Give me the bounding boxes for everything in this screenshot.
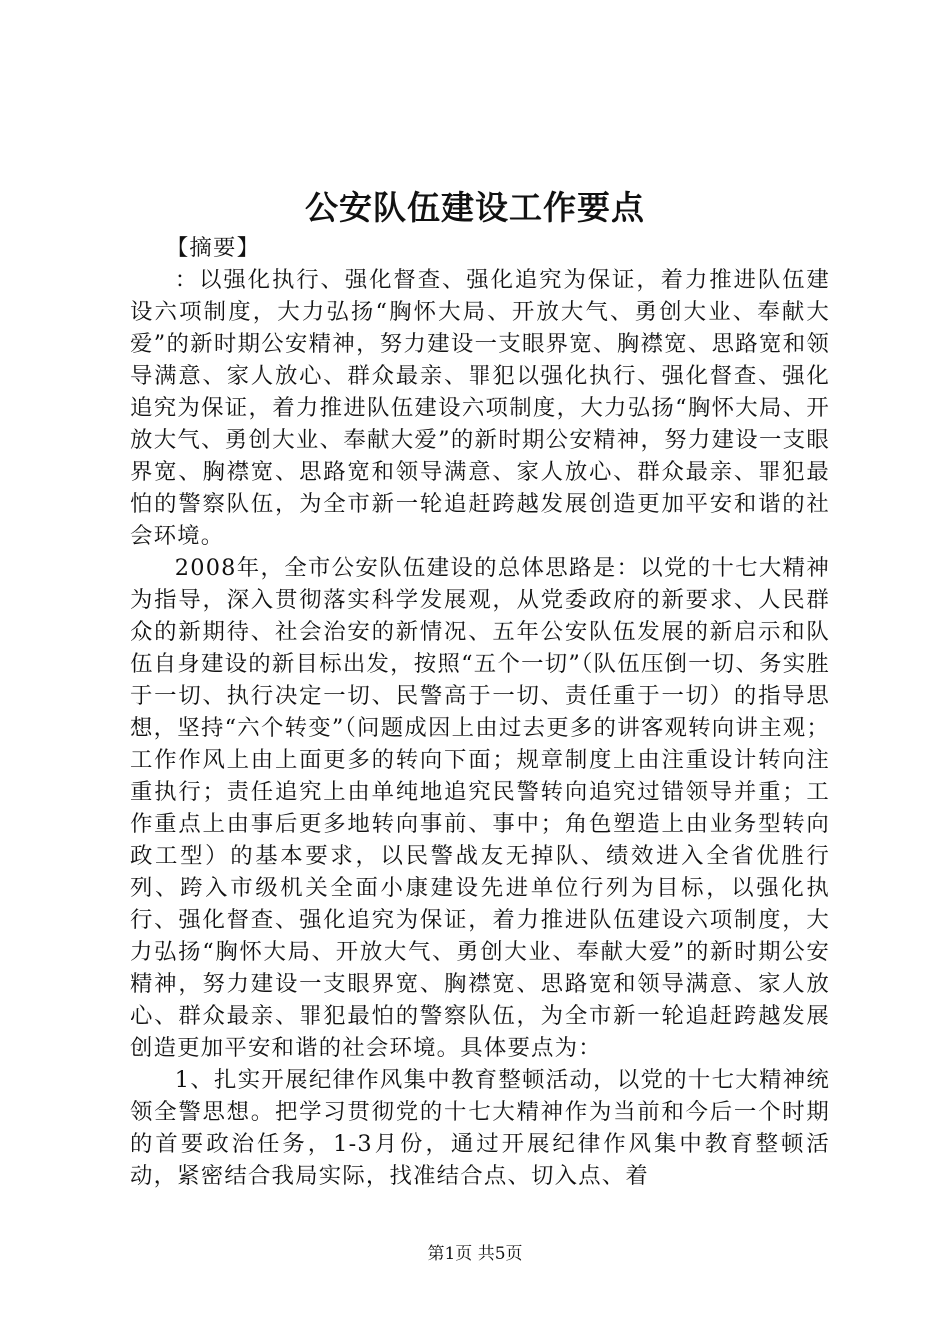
- document-body: [130, 232, 830, 1192]
- paragraph-overall-approach: 2008年，全市公安队伍建设的总体思路是：以党的十七大精神为指导，深入贯彻落实科学发展观，从党委政府的新要求、人民群众的新期待、社会治安的新情况、五年公安队伍发展的新启示和队伍自身建设的新目标出发，按照“五个一切”（队伍压倒一切、务实胜于一切、执行决定一切、民警高于一切、责任重于一切）的指导思想，坚持“六个转变”（问题成因上由过去更多的讲客观转向讲主观；工作作风上由上面更多的转向下面；规章制度上由注重设计转向注重执行；责任追究上由单纯地追究民警转向追究过错领导并重；工作重点上由事后更多地转向事前、事中；角色塑造上由业务型转向政工型）的基本要求，以民警战友无掉队、绩效进入全省优胜行列、跨入市级机关全面小康建设先进单位行列为目标，以强化执行、强化督查、强化追究为保证，着力推进队伍建设六项制度，大力弘扬“胸怀大局、开放大气、勇创大业、奉献大爱”的新时期公安精神，努力建设一支眼界宽、胸襟宽、思路宽和领导满意、家人放心、群众最亲、罪犯最怕的警察队伍，为全市新一轮追赶跨越发展创造更加平安和谐的社会环境。具体要点为：: [130, 555, 830, 1061]
- page-title: 公安队伍建设工作要点: [305, 188, 645, 227]
- paragraph-abstract: ：以强化执行、强化督查、强化追究为保证，着力推进队伍建设六项制度，大力弘扬“胸怀大局、开放大气、勇创大业、奉献大爱”的新时期公安精神，努力建设一支眼界宽、胸襟宽、思路宽和领导满意、家人放心、群众最亲、罪犯以强化执行、强化督查、强化追究为保证，着力推进队伍建设六项制度，大力弘扬“胸怀大局、开放大气、勇创大业、奉献大爱”的新时期公安精神，努力建设一支眼界宽、胸襟宽、思路宽和领导满意、家人放心、群众最亲、罪犯最怕的警察队伍，为全市新一轮追赶跨越发展创造更加平安和谐的社会环境。: [130, 267, 830, 549]
- page-footer: 第1页 共5页: [427, 1244, 523, 1264]
- paragraph-point-1: 1、扎实开展纪律作风集中教育整顿活动，以党的十七大精神统领全警思想。把学习贯彻党的十七大精神作为当前和今后一个时期的首要政治任务，1-3月份，通过开展纪律作风集中教育整顿活动，紧密结合我局实际，找准结合点、切入点、着: [130, 1067, 830, 1189]
- abstract-label: 【摘要】: [165, 235, 261, 261]
